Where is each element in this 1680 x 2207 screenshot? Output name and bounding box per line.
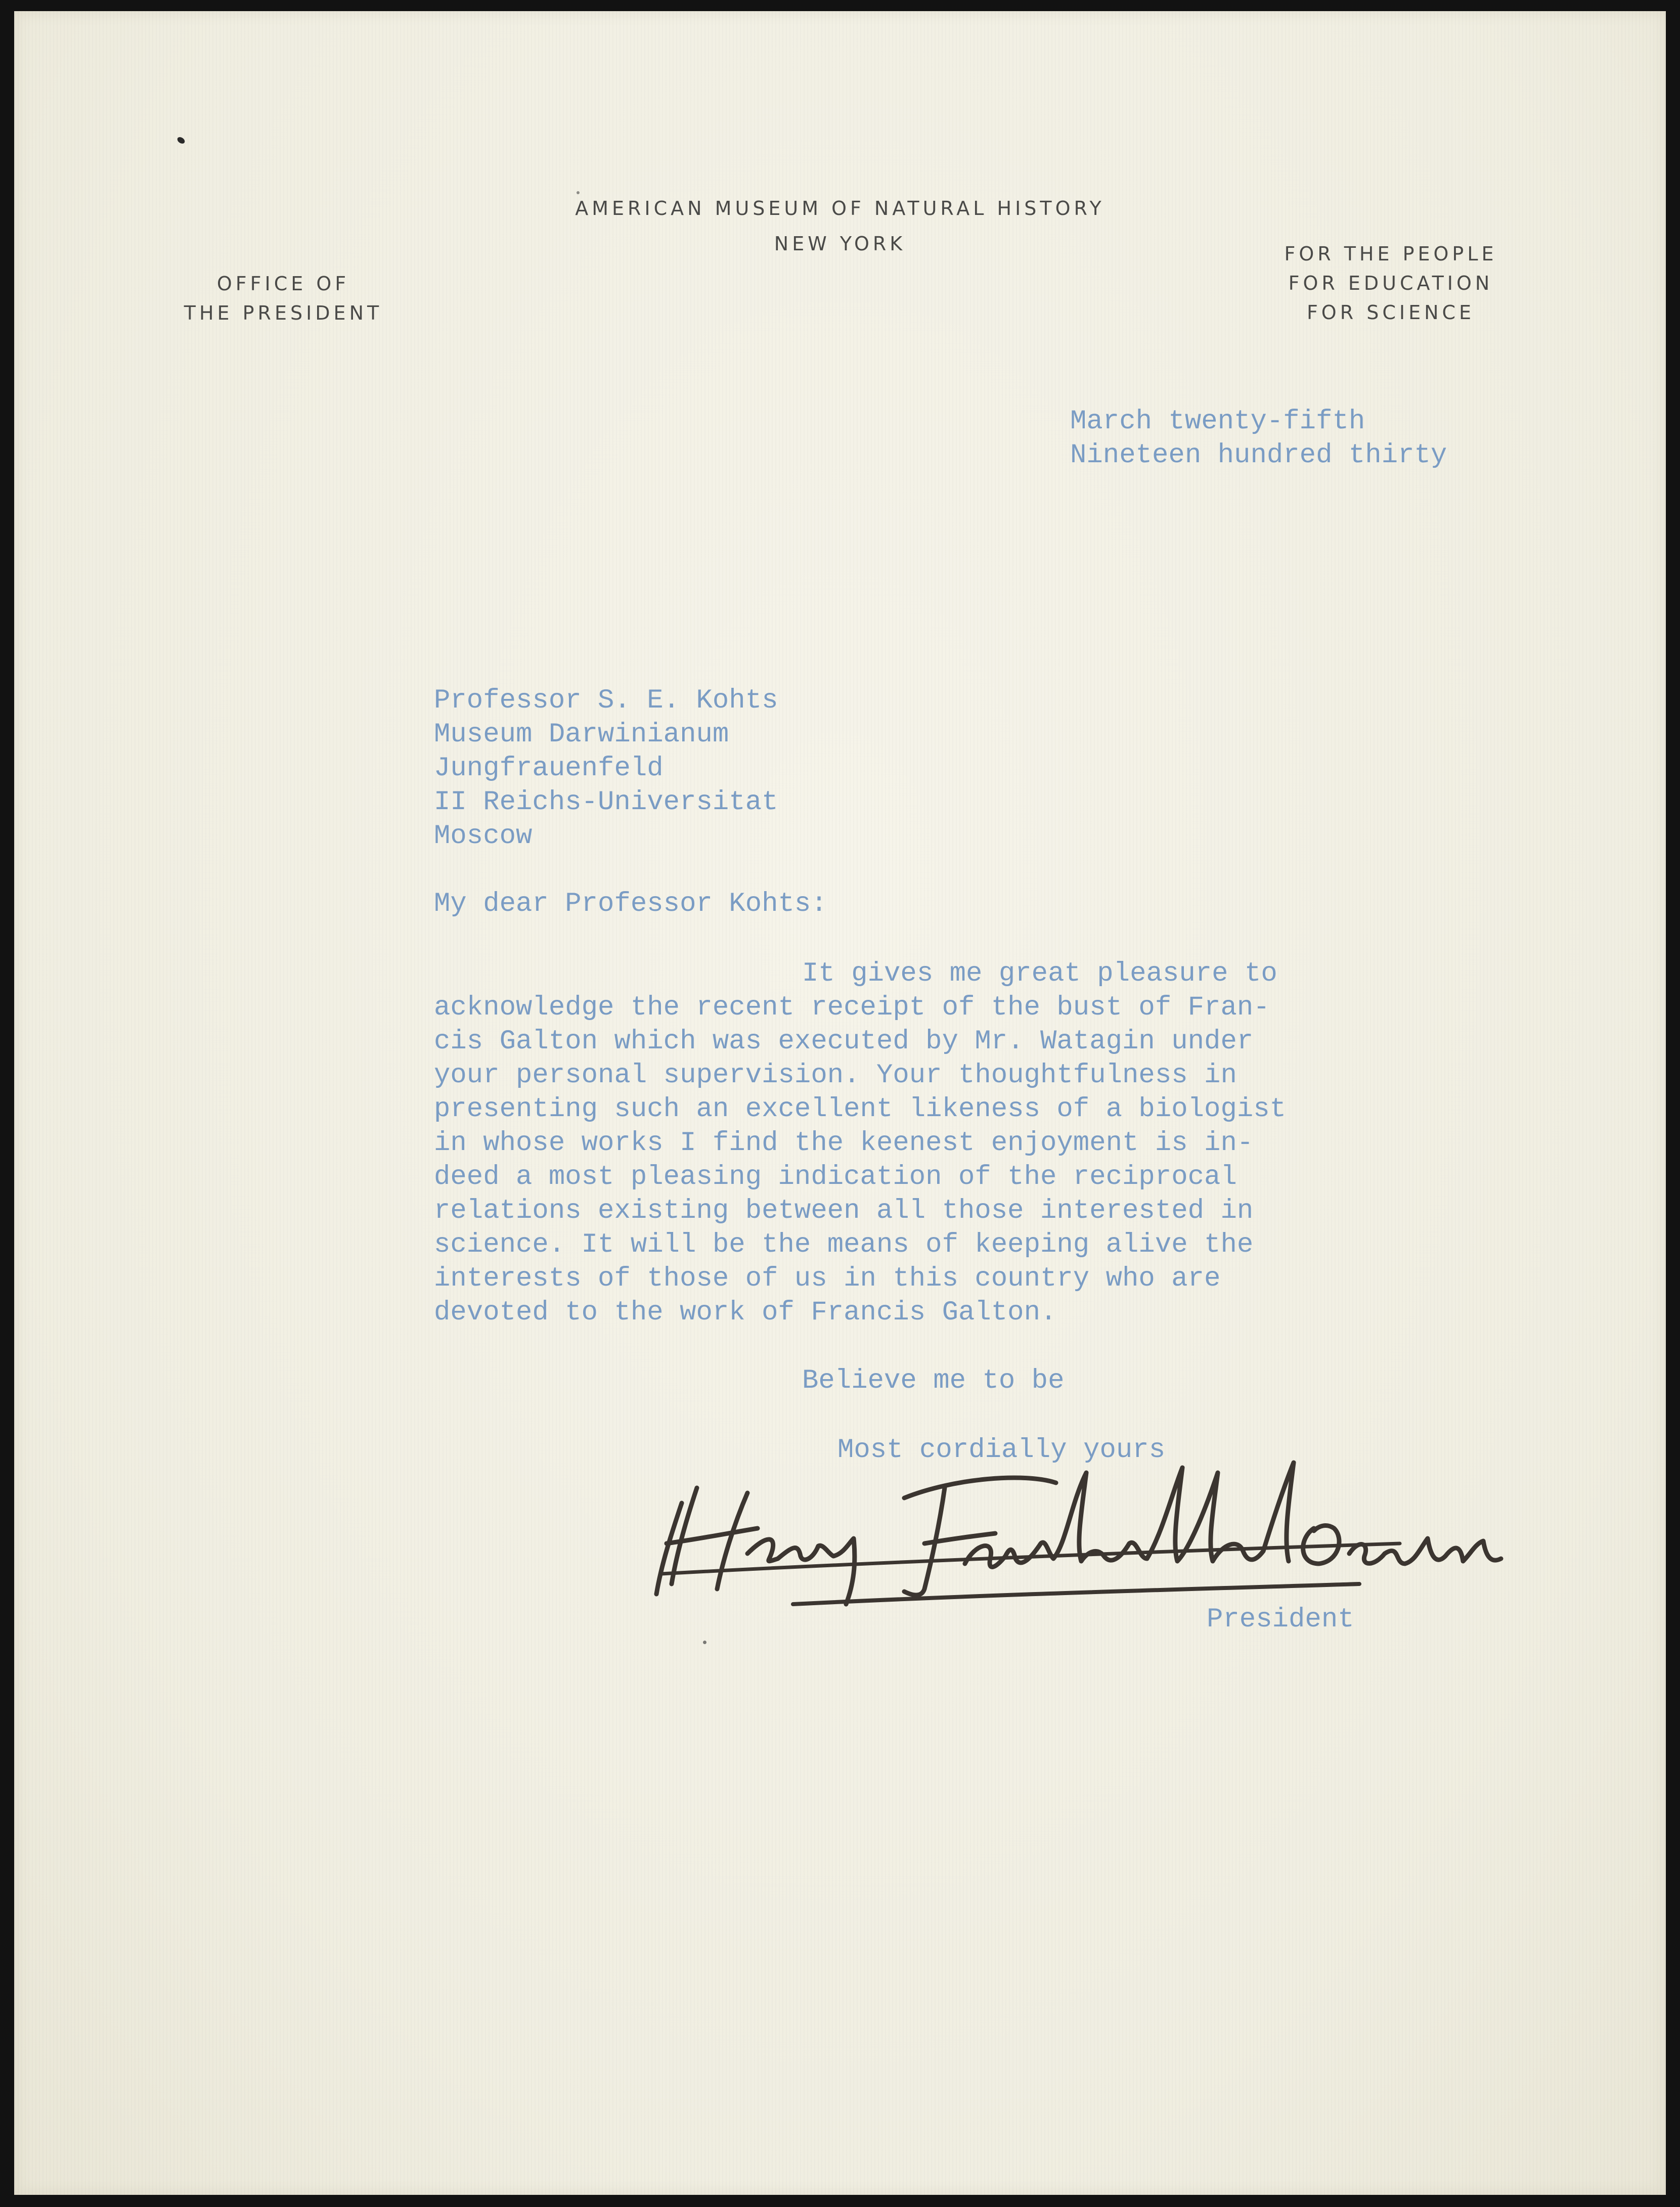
institution-name: AMERICAN MUSEUM OF NATURAL HISTORY <box>575 197 1105 219</box>
motto-line-3: FOR SCIENCE <box>1306 301 1475 324</box>
body-line: presenting such an excellent likeness of a biologist <box>434 1094 1287 1125</box>
institution-city: NEW YORK <box>774 233 906 255</box>
body-line: in whose works I find the keenest enjoyment is in- <box>434 1128 1254 1159</box>
handwritten-signature <box>641 1442 1521 1609</box>
date-line-1: March twenty-fifth <box>1070 406 1365 437</box>
closing-line-2: Most cordially yours <box>837 1435 1166 1466</box>
body-line: interests of those of us in this country who are <box>434 1263 1221 1294</box>
recipient-institution: Museum Darwinianum <box>434 719 729 750</box>
body-line: deed a most pleasing indication of the reciprocal <box>434 1162 1237 1193</box>
letter-page <box>14 11 1666 2195</box>
body-line: acknowledge the recent receipt of the bust of Fran- <box>434 992 1270 1023</box>
motto-line-1: FOR THE PEOPLE <box>1284 243 1497 265</box>
body-line: your personal supervision. Your thoughtfulness in <box>434 1060 1237 1091</box>
body-line: science. It will be the means of keeping alive the <box>434 1229 1254 1260</box>
closing-line-1: Believe me to be <box>802 1365 1065 1396</box>
paper-speck <box>176 136 186 145</box>
recipient-name: Professor S. E. Kohts <box>434 685 778 716</box>
body-line: cis Galton which was executed by Mr. Watagin under <box>434 1026 1254 1057</box>
body-line: relations existing between all those interested in <box>434 1196 1254 1226</box>
body-line: devoted to the work of Francis Galton. <box>434 1297 1057 1328</box>
paper-speck <box>703 1641 706 1644</box>
office-line-2: THE PRESIDENT <box>184 302 383 324</box>
motto-line-2: FOR EDUCATION <box>1288 272 1493 294</box>
office-line-1: OFFICE OF <box>216 273 350 295</box>
signer-title: President <box>1207 1604 1354 1635</box>
body-line: It gives me great pleasure to <box>802 958 1277 989</box>
recipient-university: II Reichs-Universitat <box>434 787 778 818</box>
recipient-street: Jungfrauenfeld <box>434 753 664 784</box>
date-line-2: Nineteen hundred thirty <box>1070 440 1447 471</box>
paper-speck <box>577 191 580 194</box>
recipient-city: Moscow <box>434 821 533 852</box>
salutation: My dear Professor Kohts: <box>434 889 827 919</box>
